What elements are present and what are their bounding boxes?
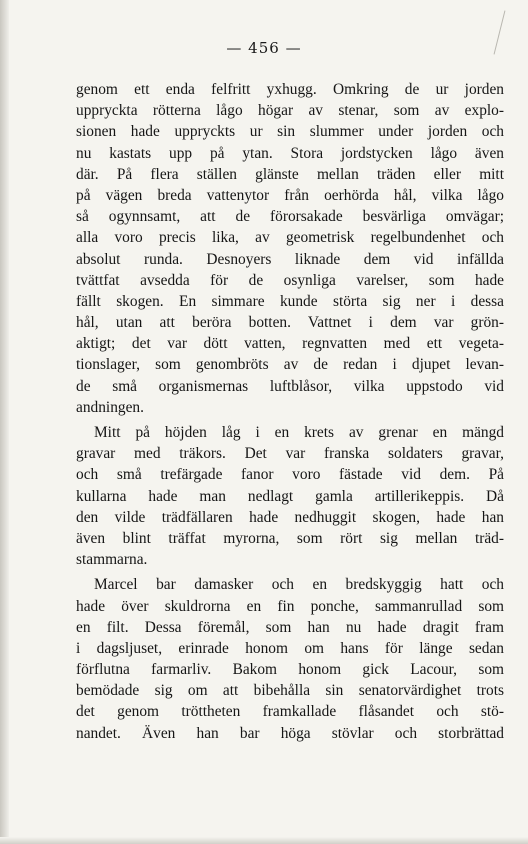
page-bottom-edge-shadow — [0, 837, 528, 844]
text-line: nandet. Även han bar höga stövlar och storbrättad — [76, 724, 504, 742]
text-line: tionslager, som genombröts av de redan i djupet levan- — [76, 356, 504, 374]
text-line: tvättfat avsedda för de osynliga varelser, som hade — [76, 271, 504, 289]
text-line: Marcel bar damasker och en bredskyggig hatt och — [94, 576, 504, 594]
body-text — [76, 79, 504, 744]
text-line: fällt skogen. En simmare kunde störta sig ner i dessa — [76, 292, 504, 310]
text-line: bemödade sig om att bibehålla sin senatorvärdighet trots — [76, 682, 504, 700]
text-line: uppryckta rötterna lågo högar av stenar, som av explo- — [76, 102, 504, 120]
paragraph — [76, 422, 504, 570]
text-line: en filt. Dessa föremål, som han nu hade dragit fram — [76, 618, 504, 636]
text-line: nu kastats upp på ytan. Stora jordstycken lågo även — [76, 144, 504, 162]
text-line: hade över skuldrorna en fin ponche, sammanrullad som — [76, 597, 504, 615]
paragraph — [76, 574, 504, 744]
text-line: kullarna hade man nedlagt gamla artillerikeppis. Då — [76, 487, 504, 505]
page-number: — 456 — — [226, 39, 302, 57]
page-left-edge-shadow — [0, 0, 9, 844]
text-line: på vägen breda vattenytor från oerhörda hål, vilka lågo — [76, 186, 504, 204]
text-line: så ogynnsamt, att de förorsakade besvärliga omvägar; — [76, 208, 504, 226]
text-line: förflutna farmarliv. Bakom honom gick Lacour, som — [76, 661, 504, 679]
text-line: i dagsljuset, erinrade honom om hans för länge sedan — [76, 639, 504, 657]
text-line: absolut runda. Desnoyers liknade dem vid infällda — [76, 250, 504, 268]
text-line: andningen. — [76, 398, 144, 416]
text-line: det genom tröttheten framkallade flåsandet och stö- — [76, 703, 504, 721]
text-line: stammarna. — [76, 551, 148, 569]
text-line: genom ett enda felfritt yxhugg. Omkring de ur jorden — [76, 81, 504, 98]
paragraph — [76, 79, 504, 418]
text-line: och små trefärgade fanor voro fästade vid dem. På — [76, 466, 504, 484]
text-line: hål, utan att beröra botten. Vattnet i dem var grön- — [76, 314, 504, 332]
text-line: de små organismernas luftblåsor, vilka uppstodo vid — [76, 377, 504, 395]
text-line: aktigt; det var dött vatten, regnvatten med ett vegeta- — [76, 335, 504, 353]
text-line: den vilde trädfällaren hade nedhuggit skogen, hade han — [76, 508, 504, 526]
text-line: alla voro precis lika, av geometrisk regelbundenhet och — [76, 229, 504, 247]
text-line: sionen hade uppryckts ur sin slummer under jorden och — [76, 123, 504, 141]
text-line: gravar med träkors. Det var franska soldaters gravar, — [76, 445, 504, 463]
text-line: där. På flera ställen glänste mellan träden eller mitt — [76, 165, 504, 183]
text-line: även blint träffat myrorna, som rört sig mellan träd- — [76, 529, 504, 547]
text-line: Mitt på höjden låg i en krets av grenar en mängd — [94, 424, 504, 441]
